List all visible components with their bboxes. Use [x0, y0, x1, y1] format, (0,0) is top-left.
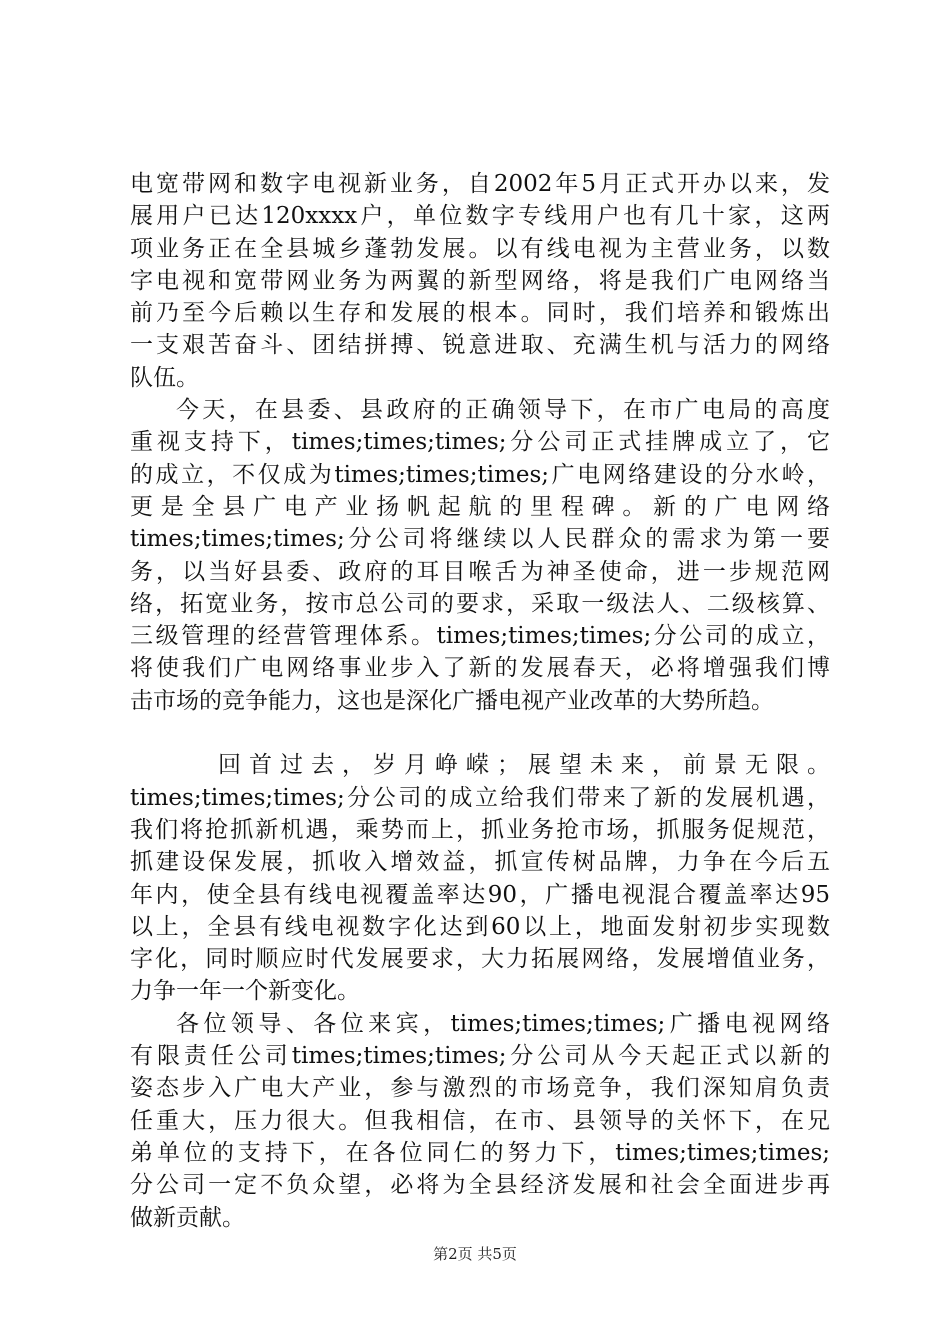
- text-line: 络，拓宽业务，按市总公司的要求，采取一级法人、二级核算、: [130, 590, 830, 617]
- text-line: 我们将抢抓新机遇，乘势而上，抓业务抢市场，抓服务促规范，: [130, 816, 830, 843]
- text-line: 重视支持下，times;times;times;分公司正式挂牌成立了，它: [130, 429, 830, 456]
- text-line: 以上，全县有线电视数字化达到60以上，地面发射初步实现数: [130, 913, 830, 940]
- text-line: 力争一年一个新变化。: [130, 978, 360, 1005]
- text-line: 弟单位的支持下，在各位同仁的努力下，times;times;times;: [130, 1139, 830, 1166]
- text-line: 各位领导、各位来宾，times;times;times;广播电视网络: [176, 1010, 830, 1037]
- text-line: 年内，使全县有线电视覆盖率达90，广播电视混合覆盖率达95: [130, 881, 830, 908]
- text-line: 字化，同时顺应时代发展要求，大力拓展网络，发展增值业务，: [130, 946, 830, 973]
- text-line: 今天，在县委、县政府的正确领导下，在市广电局的高度: [176, 397, 830, 424]
- text-line: 抓建设保发展，抓收入增效益，抓宣传树品牌，力争在今后五: [130, 849, 830, 876]
- text-line: 有限责任公司times;times;times;分公司从今天起正式以新的: [130, 1043, 830, 1070]
- text-line: 队伍。: [130, 364, 199, 391]
- paragraph-1: [130, 168, 830, 394]
- text-line: times;times;times;分公司将继续以人民群众的需求为第一要: [130, 526, 830, 553]
- text-line: 姿态步入广电大产业，参与激烈的市场竞争，我们深知肩负责: [130, 1075, 830, 1102]
- text-line: 的成立，不仅成为times;times;times;广电网络建设的分水岭，: [130, 461, 830, 488]
- paragraph-4: [130, 1008, 830, 1234]
- paragraph-gap: [130, 717, 830, 749]
- text-line: 回首过去，岁月峥嵘；展望未来，前景无限。: [218, 752, 830, 779]
- text-line: 击市场的竞争能力，这也是深化广播电视产业改革的大势所趋。: [130, 687, 774, 714]
- text-line: 展用户已达120xxxx户，单位数字专线用户也有几十家，这两: [130, 203, 830, 230]
- text-line: 任重大，压力很大。但我相信，在市、县领导的关怀下，在兄: [130, 1107, 830, 1134]
- text-line: 做新贡献。: [130, 1204, 245, 1231]
- page-number-footer: 第2页 共5页: [433, 1245, 517, 1263]
- text-line: 电宽带网和数字电视新业务，自2002年5月正式开办以来，发: [130, 171, 830, 197]
- text-line: 字电视和宽带网业务为两翼的新型网络，将是我们广电网络当: [130, 267, 830, 294]
- document-body: [130, 168, 830, 1234]
- text-line: 项业务正在全县城乡蓬勃发展。以有线电视为主营业务，以数: [130, 235, 830, 262]
- text-line: 三级管理的经营管理体系。times;times;times;分公司的成立，: [130, 623, 830, 650]
- text-line: 将使我们广电网络事业步入了新的发展春天，必将增强我们博: [130, 655, 830, 682]
- text-line: 更是全县广电产业扬帆起航的里程碑。新的广电网络: [130, 493, 830, 520]
- paragraph-3: [130, 749, 830, 1007]
- text-line: 一支艰苦奋斗、团结拼搏、锐意进取、充满生机与活力的网络: [130, 332, 830, 359]
- text-line: times;times;times;分公司的成立给我们带来了新的发展机遇，: [130, 784, 830, 811]
- text-line: 分公司一定不负众望，必将为全县经济发展和社会全面进步再: [130, 1172, 830, 1199]
- paragraph-2: [130, 394, 830, 717]
- text-line: 务，以当好县委、政府的耳目喉舌为神圣使命，进一步规范网: [130, 558, 830, 585]
- text-line: 前乃至今后赖以生存和发展的根本。同时，我们培养和锻炼出: [130, 300, 830, 327]
